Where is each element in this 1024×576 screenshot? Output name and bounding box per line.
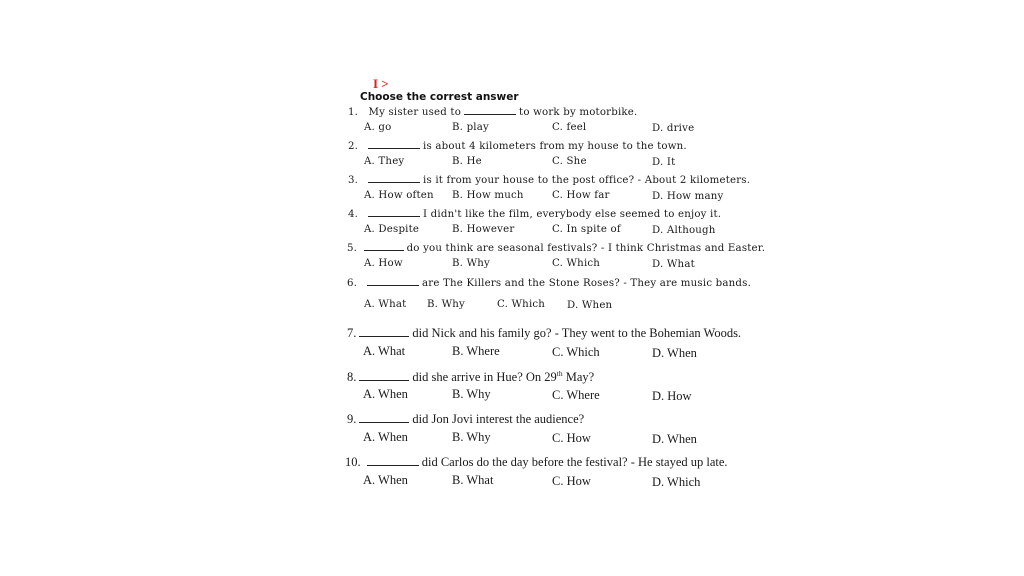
answer-blank — [368, 147, 420, 149]
answer-blank — [367, 464, 419, 466]
answer-blank — [367, 284, 419, 286]
option-b[interactable]: B. Why — [452, 430, 491, 444]
section-number: I > — [373, 76, 389, 91]
question-stem: 8. did she arrive in Hue? On 29th May? — [347, 369, 595, 385]
option-b[interactable]: B. Why — [452, 387, 491, 401]
question-stem: 3. is it from your house to the post office? - About 2 kilometers. — [348, 175, 751, 186]
option-d[interactable]: D. Although — [652, 225, 716, 236]
option-c[interactable]: C. Which — [497, 299, 546, 310]
option-b[interactable]: B. What — [452, 473, 494, 487]
option-b[interactable]: B. How much — [452, 190, 524, 201]
answer-blank — [464, 113, 516, 115]
instruction-heading: Choose the correst answer — [360, 91, 519, 103]
option-c[interactable]: C. Which — [552, 345, 600, 359]
option-d[interactable]: D. When — [652, 432, 697, 446]
answer-blank — [368, 215, 420, 217]
answer-blank — [359, 379, 409, 381]
option-d[interactable]: D. When — [652, 346, 697, 360]
option-a[interactable]: A. What — [364, 299, 407, 310]
option-c[interactable]: C. How — [552, 431, 591, 445]
option-c[interactable]: C. Which — [552, 258, 601, 269]
option-a[interactable]: A. How often — [364, 190, 434, 201]
option-c[interactable]: C. In spite of — [552, 224, 621, 235]
option-a[interactable]: A. How — [364, 258, 403, 269]
option-c[interactable]: C. How far — [552, 190, 610, 201]
question-stem: 9. did Jon Jovi interest the audience? — [347, 412, 585, 426]
option-d[interactable]: D. Which — [652, 475, 701, 489]
option-c[interactable]: C. feel — [552, 122, 587, 133]
option-a[interactable]: A. When — [363, 473, 408, 487]
question-stem: 6. are The Killers and the Stone Roses? - They are music bands. — [347, 278, 752, 289]
option-d[interactable]: D. When — [567, 300, 613, 311]
option-a[interactable]: A. When — [363, 387, 408, 401]
question-stem: 1. My sister used to to work by motorbike. — [348, 107, 638, 118]
answer-blank — [359, 421, 409, 423]
option-b[interactable]: B. Where — [452, 344, 500, 358]
option-d[interactable]: D. drive — [652, 123, 695, 134]
option-b[interactable]: B. He — [452, 156, 482, 167]
answer-blank — [364, 249, 404, 251]
option-c[interactable]: C. Where — [552, 388, 600, 402]
question-stem: 2. is about 4 kilometers from my house to the town. — [348, 141, 687, 152]
option-b[interactable]: B. Why — [427, 299, 465, 310]
question-stem: 7. did Nick and his family go? - They went to the Bohemian Woods. — [347, 326, 742, 340]
option-d[interactable]: D. How many — [652, 191, 724, 202]
option-b[interactable]: B. Why — [452, 258, 490, 269]
option-a[interactable]: A. When — [363, 430, 408, 444]
option-a[interactable]: A. They — [364, 156, 405, 167]
option-d[interactable]: D. It — [652, 157, 676, 168]
option-a[interactable]: A. go — [364, 122, 392, 133]
option-d[interactable]: D. How — [652, 389, 692, 403]
question-stem: 5. do you think are seasonal festivals? - I think Christmas and Easter. — [347, 243, 766, 254]
answer-blank — [359, 335, 409, 337]
option-d[interactable]: D. What — [652, 259, 695, 270]
question-stem: 4. I didn't like the film, everybody else seemed to enjoy it. — [348, 209, 722, 220]
option-c[interactable]: C. How — [552, 474, 591, 488]
question-stem: 10. did Carlos do the day before the festival? - He stayed up late. — [345, 455, 728, 469]
option-a[interactable]: A. What — [363, 344, 406, 358]
option-b[interactable]: B. play — [452, 122, 489, 133]
option-b[interactable]: B. However — [452, 224, 515, 235]
option-a[interactable]: A. Despite — [364, 224, 420, 235]
option-c[interactable]: C. She — [552, 156, 587, 167]
answer-blank — [368, 181, 420, 183]
